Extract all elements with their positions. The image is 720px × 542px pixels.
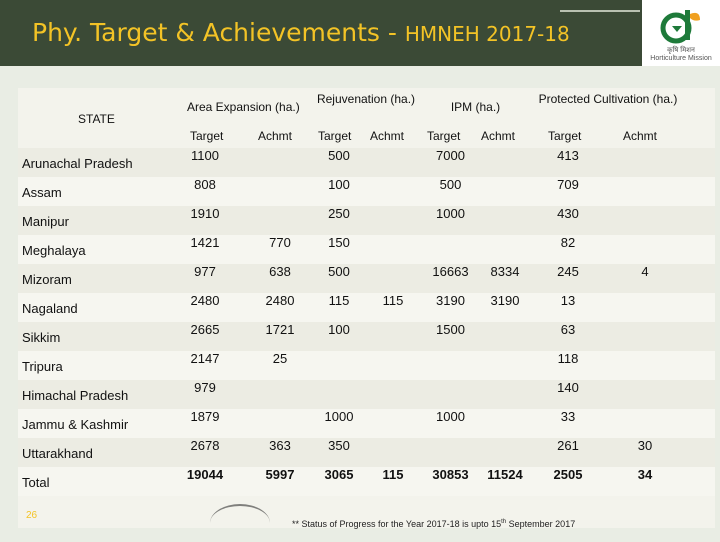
area-achmt-cell: 770 (269, 235, 291, 250)
ipm-target-cell: 30853 (432, 467, 469, 482)
area-achmt-cell: 1721 (265, 322, 295, 337)
protected-target-cell: 413 (557, 148, 579, 163)
rejuvenation-target-cell: 115 (328, 293, 350, 308)
leaf-logo-icon (660, 6, 702, 46)
rejuvenation-target-cell: 100 (328, 322, 350, 337)
rejuvenation-achmt-header: Achmt (370, 129, 405, 143)
rejuvenation-target-header: Target (318, 129, 352, 143)
status-footnote: ** Status of Progress for the Year 2017-18 is upto 15th September 2017 (292, 519, 576, 529)
area-achmt-cell: 363 (269, 438, 291, 453)
protected-cultivation-header: Protected Cultivation (ha.) (538, 92, 678, 106)
protected-achmt-cell: 30 (637, 438, 653, 453)
logo-caption-english: Horticulture Mission (650, 55, 712, 62)
state-name-cell: Arunachal Pradesh (22, 156, 133, 171)
state-name-cell: Nagaland (22, 301, 78, 316)
area-target-cell: 808 (194, 177, 216, 192)
state-name-cell: Himachal Pradesh (22, 388, 129, 403)
rejuvenation-target-cell: 250 (328, 206, 350, 221)
area-target-cell: 2665 (190, 322, 220, 337)
area-target-cell: 1910 (190, 206, 220, 221)
state-name-cell: Assam (22, 185, 62, 200)
area-target-cell: 19044 (186, 467, 224, 482)
decorative-swoosh (210, 504, 270, 542)
ipm-target-cell: 7000 (436, 148, 465, 163)
ipm-target-cell: 1500 (436, 322, 465, 337)
protected-target-cell: 13 (560, 293, 576, 308)
state-name-cell: Sikkim (22, 330, 61, 345)
area-achmt-cell: 5997 (265, 467, 295, 482)
ipm-target-header: Target (427, 129, 461, 143)
state-name-cell: Meghalaya (22, 243, 86, 258)
area-achmt-header: Achmt (258, 129, 293, 143)
protected-target-cell: 430 (557, 206, 579, 221)
area-target-header: Target (190, 129, 224, 143)
state-name-cell: Tripura (22, 359, 63, 374)
state-column-header: STATE (78, 112, 115, 126)
rejuvenation-target-cell: 500 (328, 264, 350, 279)
ipm-achmt-cell: 8334 (490, 264, 520, 279)
rejuvenation-target-cell: 150 (328, 235, 350, 250)
protected-target-cell: 63 (560, 322, 576, 337)
rejuvenation-header: Rejuvenation (ha.) (316, 92, 416, 106)
area-achmt-cell: 25 (272, 351, 288, 366)
rejuvenation-target-cell: 3065 (324, 467, 354, 482)
protected-achmt-header: Achmt (623, 129, 658, 143)
ipm-target-cell: 1000 (436, 409, 465, 424)
slide-number: 26 (26, 510, 38, 521)
ipm-achmt-header: Achmt (481, 129, 516, 143)
ipm-target-cell: 1000 (436, 206, 465, 221)
protected-target-cell: 245 (557, 264, 579, 279)
logo-caption-hindi: कृषि मिशन (667, 47, 695, 54)
title-divider (560, 10, 640, 12)
protected-target-cell: 82 (560, 235, 576, 250)
state-name-cell: Mizoram (22, 272, 72, 287)
ipm-achmt-cell: 3190 (490, 293, 520, 308)
protected-achmt-cell: 4 (641, 264, 649, 279)
state-name-cell: Manipur (22, 214, 69, 229)
ipm-target-cell: 3190 (436, 293, 465, 308)
rejuvenation-target-cell: 500 (328, 148, 350, 163)
ipm-achmt-cell: 11524 (487, 467, 523, 482)
area-achmt-cell: 638 (269, 264, 291, 279)
mission-logo (642, 0, 720, 66)
area-achmt-cell: 2480 (265, 293, 295, 308)
protected-target-header: Target (548, 129, 582, 143)
rejuvenation-target-cell: 1000 (324, 409, 354, 424)
state-name-cell: Uttarakhand (22, 446, 93, 461)
slide-title: Phy. Target & Achievements - HMNEH 2017-18 (32, 18, 570, 47)
ipm-target-cell: 16663 (432, 264, 469, 279)
protected-target-cell: 140 (557, 380, 579, 395)
area-target-cell: 977 (194, 264, 216, 279)
rejuvenation-achmt-cell: 115 (382, 293, 404, 308)
ipm-header: IPM (ha.) (450, 100, 501, 114)
protected-achmt-cell: 34 (637, 467, 653, 482)
state-name-cell: Total (22, 475, 50, 490)
data-table (18, 88, 715, 528)
area-target-cell: 2678 (190, 438, 220, 453)
state-name-cell: Jammu & Kashmir (22, 417, 129, 432)
area-target-cell: 2480 (190, 293, 220, 308)
area-expansion-header: Area Expansion (ha.) (187, 100, 300, 114)
protected-target-cell: 261 (557, 438, 579, 453)
rejuvenation-target-cell: 350 (328, 438, 350, 453)
protected-target-cell: 709 (557, 177, 579, 192)
rejuvenation-target-cell: 100 (328, 177, 350, 192)
area-target-cell: 1421 (190, 235, 220, 250)
area-target-cell: 979 (194, 380, 216, 395)
protected-target-cell: 118 (557, 351, 579, 366)
protected-target-cell: 2505 (553, 467, 583, 482)
area-target-cell: 1100 (191, 148, 219, 163)
protected-target-cell: 33 (560, 409, 576, 424)
area-target-cell: 1879 (190, 409, 220, 424)
title-bar (0, 0, 720, 66)
rejuvenation-achmt-cell: 115 (382, 467, 404, 482)
area-target-cell: 2147 (190, 351, 220, 366)
ipm-target-cell: 500 (439, 177, 462, 192)
